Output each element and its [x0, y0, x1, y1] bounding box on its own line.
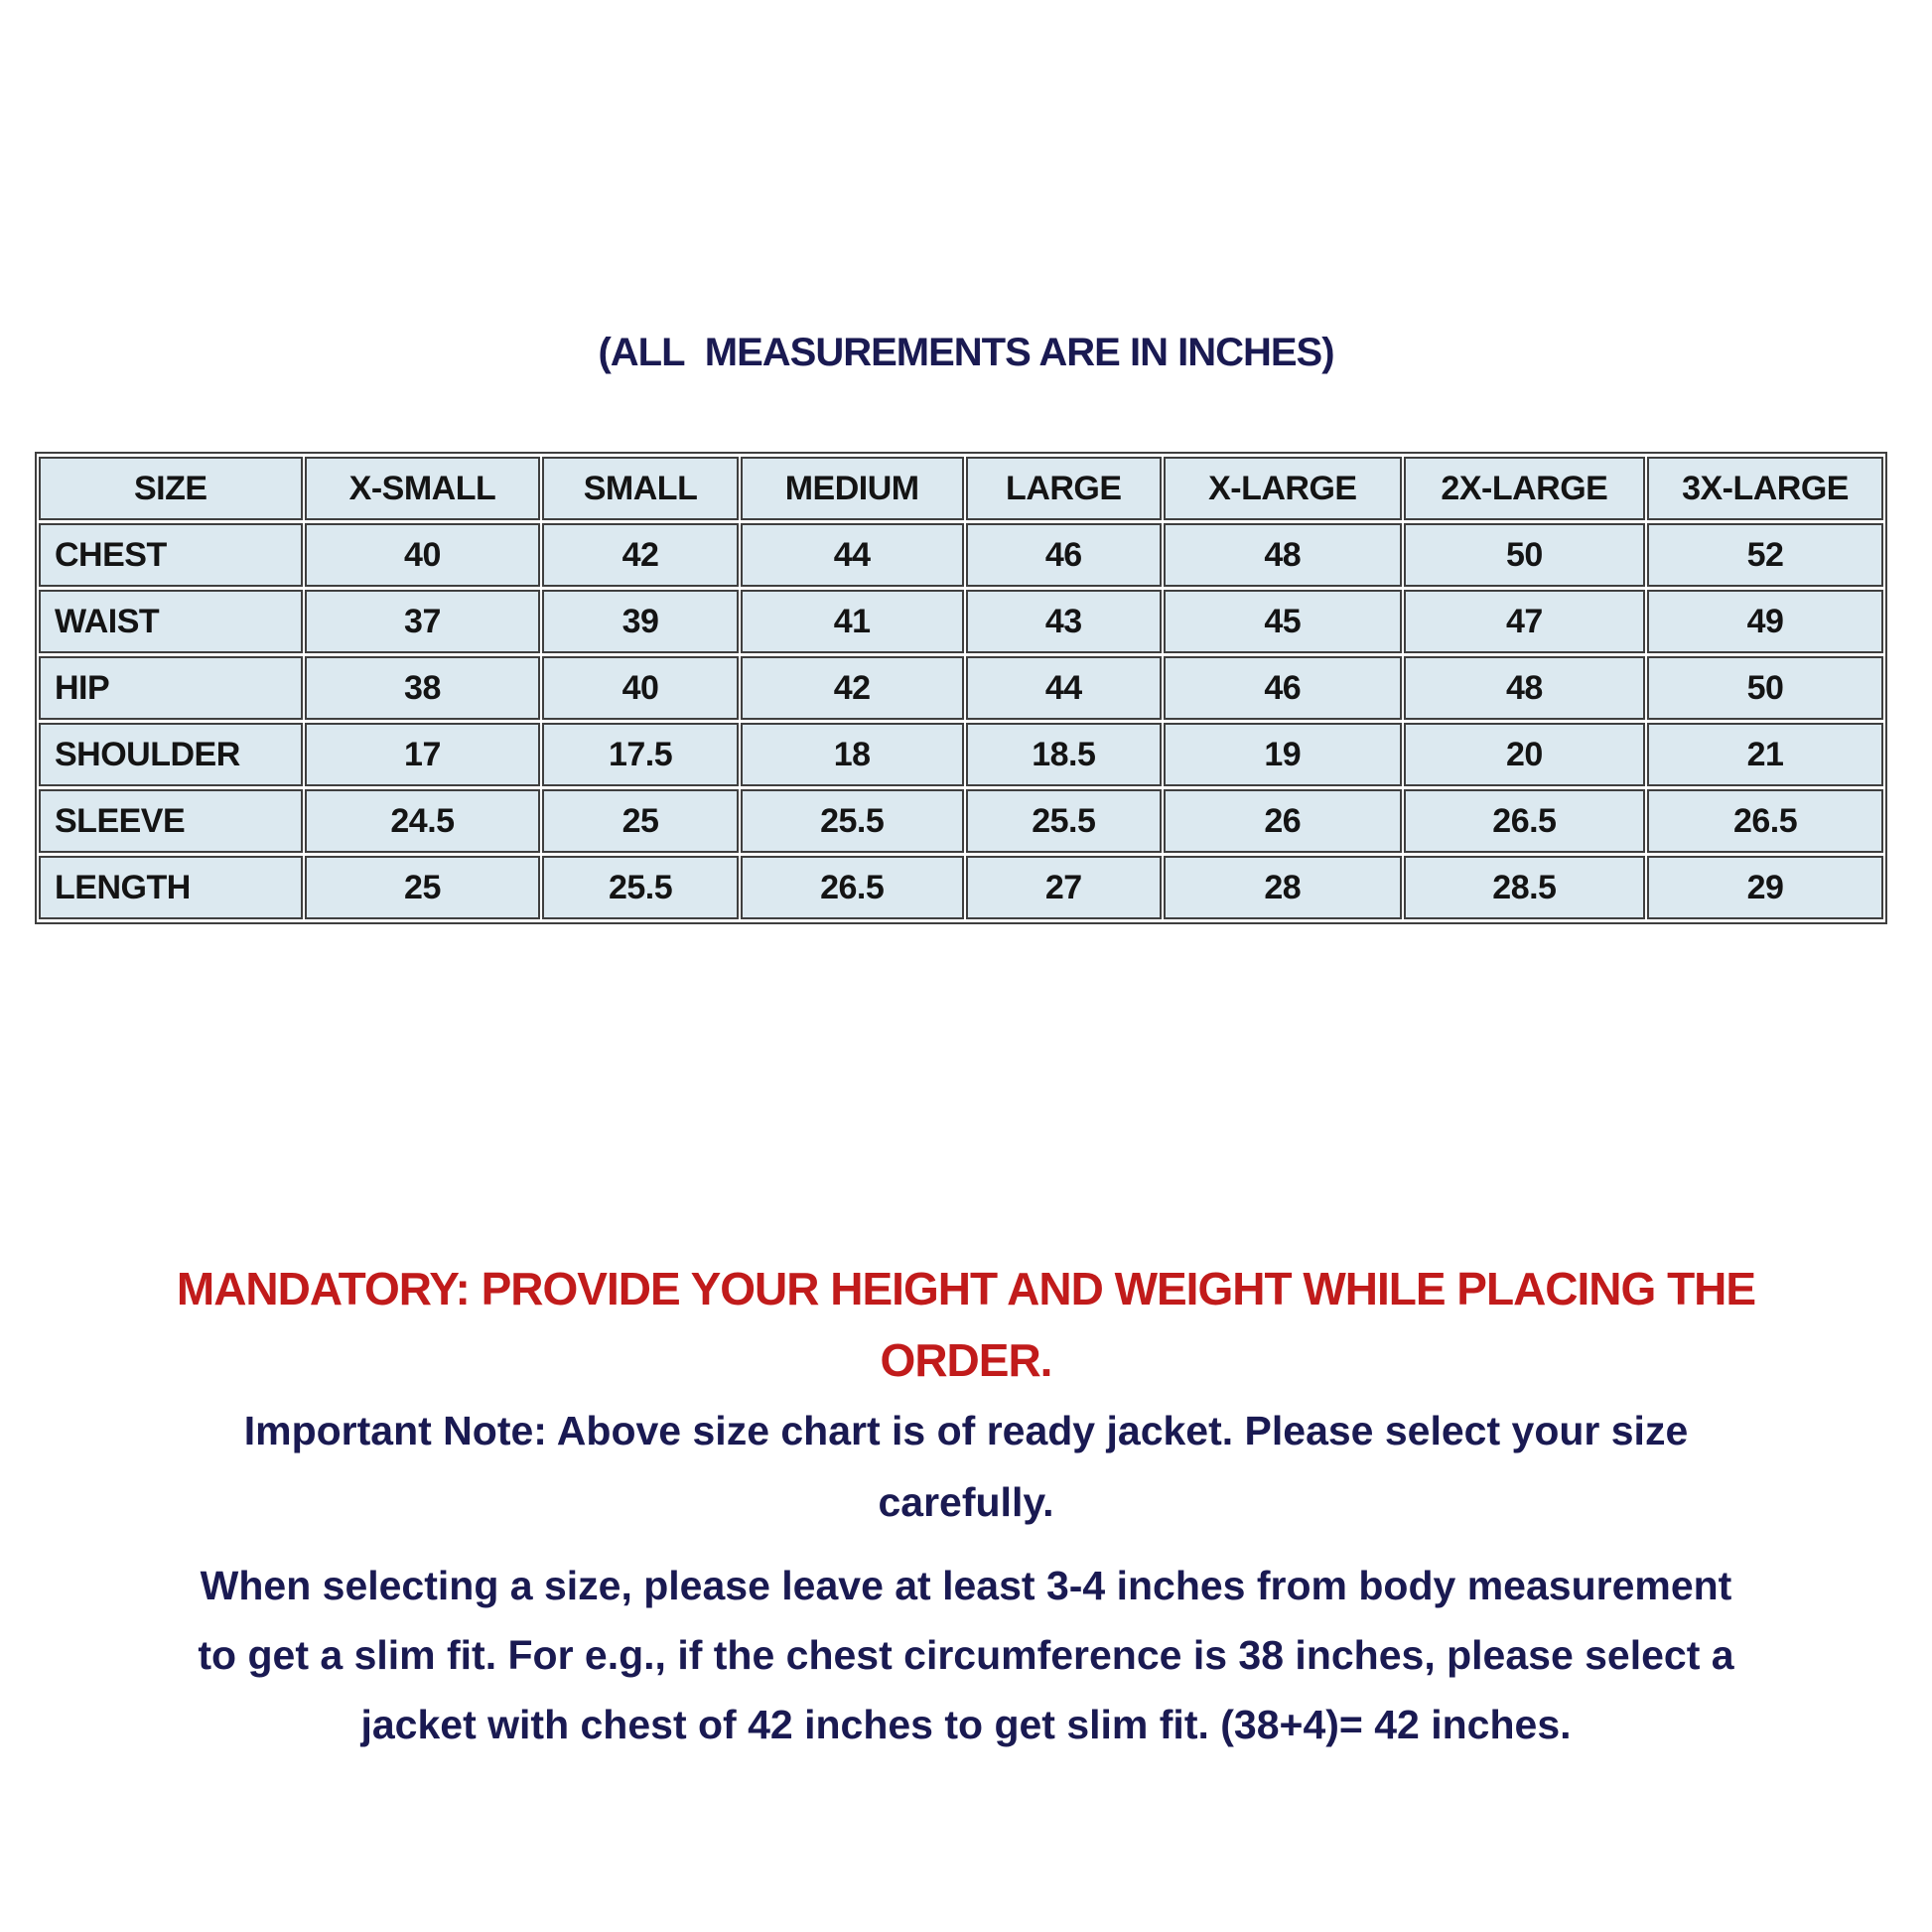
row-label: LENGTH — [39, 856, 303, 919]
value-cell: 27 — [966, 856, 1162, 919]
column-header-x-large: X-LARGE — [1164, 457, 1402, 520]
value-cell: 19 — [1164, 723, 1402, 786]
value-cell: 50 — [1404, 523, 1645, 587]
value-cell: 18 — [741, 723, 964, 786]
value-cell: 25 — [542, 789, 738, 853]
value-cell: 18.5 — [966, 723, 1162, 786]
value-cell: 46 — [966, 523, 1162, 587]
column-header-small: SMALL — [542, 457, 738, 520]
mandatory-notice-line: ORDER. — [880, 1334, 1052, 1386]
column-header-3x-large: 3X-LARGE — [1647, 457, 1883, 520]
row-label: HIP — [39, 656, 303, 720]
row-label: SLEEVE — [39, 789, 303, 853]
row-label: WAIST — [39, 590, 303, 653]
value-cell: 37 — [305, 590, 541, 653]
mandatory-notice — [0, 1253, 1932, 1396]
column-header-2x-large: 2X-LARGE — [1404, 457, 1645, 520]
table-row-chest — [39, 523, 1883, 587]
table-row-hip — [39, 656, 1883, 720]
value-cell: 24.5 — [305, 789, 541, 853]
value-cell: 28.5 — [1404, 856, 1645, 919]
table-row-shoulder — [39, 723, 1883, 786]
row-label: CHEST — [39, 523, 303, 587]
value-cell: 40 — [305, 523, 541, 587]
value-cell: 17.5 — [542, 723, 738, 786]
guidance-line: When selecting a size, please leave at least 3-4 inches from body measurement — [200, 1563, 1732, 1608]
value-cell: 48 — [1404, 656, 1645, 720]
value-cell: 48 — [1164, 523, 1402, 587]
guidance-line: jacket with chest of 42 inches to get slim fit. (38+4)= 42 inches. — [360, 1702, 1572, 1747]
value-cell: 25.5 — [741, 789, 964, 853]
table-row-waist — [39, 590, 1883, 653]
size-header-cell: SIZE — [39, 457, 303, 520]
page-title: (ALL MEASUREMENTS ARE IN INCHES) — [598, 331, 1334, 374]
important-note — [0, 1395, 1932, 1538]
table-row-sleeve — [39, 789, 1883, 853]
value-cell: 42 — [741, 656, 964, 720]
value-cell: 25.5 — [966, 789, 1162, 853]
value-cell: 42 — [542, 523, 738, 587]
value-cell: 50 — [1647, 656, 1883, 720]
value-cell: 40 — [542, 656, 738, 720]
value-cell: 20 — [1404, 723, 1645, 786]
table-row-length — [39, 856, 1883, 919]
size-selection-guidance — [0, 1551, 1932, 1759]
important-note-line: Important Note: Above size chart is of ready jacket. Please select your size — [243, 1408, 1689, 1453]
value-cell: 26.5 — [741, 856, 964, 919]
value-cell: 45 — [1164, 590, 1402, 653]
value-cell: 43 — [966, 590, 1162, 653]
size-chart-table — [35, 452, 1887, 924]
value-cell: 29 — [1647, 856, 1883, 919]
column-header-medium: MEDIUM — [741, 457, 964, 520]
value-cell: 25 — [305, 856, 541, 919]
value-cell: 17 — [305, 723, 541, 786]
value-cell: 52 — [1647, 523, 1883, 587]
value-cell: 41 — [741, 590, 964, 653]
value-cell: 28 — [1164, 856, 1402, 919]
value-cell: 21 — [1647, 723, 1883, 786]
value-cell: 26.5 — [1404, 789, 1645, 853]
value-cell: 26.5 — [1647, 789, 1883, 853]
guidance-line: to get a slim fit. For e.g., if the chest circumference is 38 inches, please select a — [198, 1632, 1734, 1678]
value-cell: 47 — [1404, 590, 1645, 653]
value-cell: 38 — [305, 656, 541, 720]
value-cell: 44 — [966, 656, 1162, 720]
value-cell: 44 — [741, 523, 964, 587]
value-cell: 39 — [542, 590, 738, 653]
column-header-large: LARGE — [966, 457, 1162, 520]
important-note-line: carefully. — [878, 1479, 1054, 1525]
value-cell: 26 — [1164, 789, 1402, 853]
value-cell: 49 — [1647, 590, 1883, 653]
value-cell: 46 — [1164, 656, 1402, 720]
column-header-x-small: X-SMALL — [305, 457, 541, 520]
value-cell: 25.5 — [542, 856, 738, 919]
mandatory-notice-line: MANDATORY: PROVIDE YOUR HEIGHT AND WEIGHT WHILE PLACING THE — [176, 1263, 1756, 1314]
row-label: SHOULDER — [39, 723, 303, 786]
